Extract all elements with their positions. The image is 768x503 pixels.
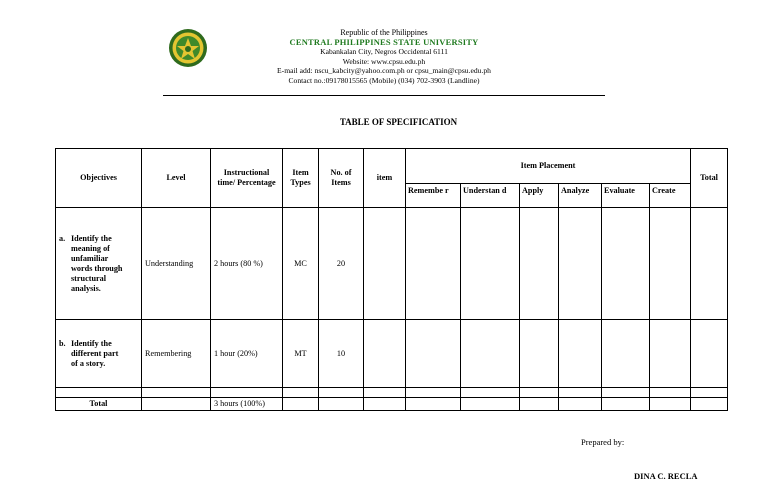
empty-cell [461, 208, 520, 320]
empty-cell [364, 208, 406, 320]
level-cell: Remembering [142, 320, 211, 388]
type-cell: MC [283, 208, 319, 320]
university-name: CENTRAL PHILIPPINES STATE UNIVERSITY [289, 36, 479, 47]
time-cell: 2 hours (80 %) [211, 208, 283, 320]
sub-analyze: Analyze [559, 184, 602, 208]
prepared-by-label: Prepared by: [581, 437, 625, 447]
empty-cell [602, 208, 650, 320]
header-row [56, 149, 728, 184]
total-row [56, 398, 728, 411]
table-row [56, 320, 728, 388]
col-objectives: Objectives [56, 149, 142, 208]
empty-cell [406, 320, 461, 388]
empty-cell [691, 208, 728, 320]
col-item-placement: Item Placement [406, 149, 691, 184]
objective-marker: b. [59, 338, 66, 348]
sub-remember: Remembe r [406, 184, 461, 208]
total-time: 3 hours (100%) [211, 398, 283, 411]
preparer-name: DINA C. RECLA [634, 471, 698, 481]
empty-cell [691, 320, 728, 388]
sub-understand: Understan d [461, 184, 520, 208]
col-item-types: Item Types [283, 149, 319, 208]
specification-table [55, 148, 728, 411]
empty-cell [520, 320, 559, 388]
sub-apply: Apply [520, 184, 559, 208]
num-items-cell: 10 [319, 320, 364, 388]
empty-cell [406, 208, 461, 320]
total-label: Total [56, 398, 142, 411]
empty-cell [364, 320, 406, 388]
republic-line: Republic of the Philippines [340, 28, 428, 37]
col-num-items: No. of Items [319, 149, 364, 208]
email-line: E-mail add: nscu_kabcity@yahoo.com.ph or cpsu_main@cpsu.edu.ph [277, 66, 491, 76]
letterhead [0, 28, 768, 86]
objective-cell [56, 208, 142, 320]
empty-cell [650, 208, 691, 320]
spacer-row [56, 388, 728, 398]
type-cell: MT [283, 320, 319, 388]
col-total: Total [691, 149, 728, 208]
website-line: Website: www.cpsu.edu.ph [342, 56, 426, 66]
address-line: Kabankalan City, Negros Occidental 6111 [320, 47, 448, 57]
col-time: Instructional time/ Percentage [211, 149, 283, 208]
contact-line: Contact no.:09178015565 (Mobile) (034) 702-3903 (Landline) [288, 75, 480, 85]
sub-create: Create [650, 184, 691, 208]
col-item: item [364, 149, 406, 208]
empty-cell [461, 320, 520, 388]
empty-cell [559, 320, 602, 388]
empty-cell [142, 398, 211, 411]
num-items-cell: 20 [319, 208, 364, 320]
header-divider [163, 95, 605, 96]
empty-cell [650, 320, 691, 388]
objective-text: Identify the meaning of unfamiliar words through structural analysis. [71, 233, 123, 293]
objective-cell [56, 320, 142, 388]
objective-text: Identify the different part of a story. [71, 338, 119, 368]
empty-cell [520, 208, 559, 320]
document-title: TABLE OF SPECIFICATION [339, 117, 458, 127]
empty-cell [559, 208, 602, 320]
col-level: Level [142, 149, 211, 208]
objective-marker: a. [59, 233, 66, 243]
empty-cell [602, 320, 650, 388]
level-cell: Understanding [142, 208, 211, 320]
table-row [56, 208, 728, 320]
time-cell: 1 hour (20%) [211, 320, 283, 388]
sub-evaluate: Evaluate [602, 184, 650, 208]
